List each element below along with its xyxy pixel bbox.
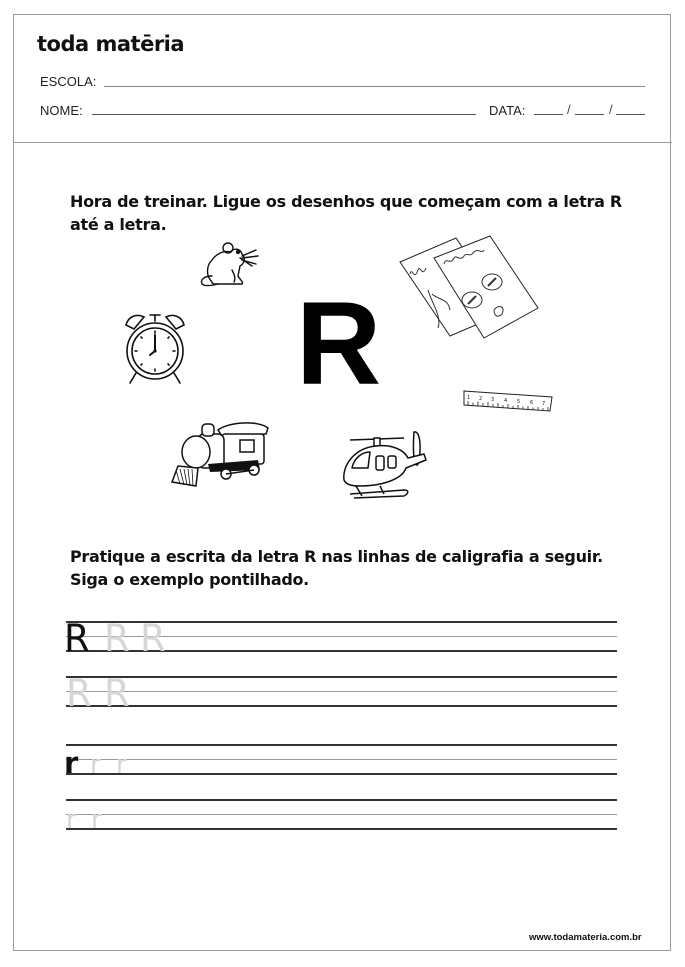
guide-line-mid	[66, 759, 617, 760]
guide-line-base	[66, 773, 617, 775]
ruler-number: 3	[491, 397, 495, 403]
solid-letter: r	[64, 746, 79, 780]
ghost-letter: r	[90, 750, 101, 780]
train-icon[interactable]	[168, 420, 272, 490]
helicopter-icon[interactable]	[340, 428, 432, 502]
ruler-number: 7	[542, 401, 546, 407]
date-separator: /	[567, 102, 571, 117]
date-separator: /	[609, 102, 613, 117]
date-label: DATA:	[489, 103, 526, 118]
name-label: NOME:	[40, 103, 83, 118]
exercise2-instruction	[70, 545, 603, 591]
date-month-line[interactable]	[575, 114, 604, 115]
guide-line-mid	[66, 691, 617, 692]
ruler-number: 4	[504, 398, 508, 404]
guide-line-mid	[66, 814, 617, 815]
ghost-letter: r	[116, 750, 127, 780]
ruler-number: 6	[530, 400, 534, 406]
ghost-letter: r	[66, 805, 77, 835]
ruler-number: 1	[467, 395, 471, 401]
solid-letter: R	[64, 617, 90, 660]
alarm-clock-icon[interactable]	[122, 311, 188, 385]
guide-line-top	[66, 744, 617, 746]
school-label: ESCOLA:	[40, 74, 97, 89]
ghost-letter: R	[104, 672, 130, 715]
guide-line-base	[66, 828, 617, 830]
ghost-letter: R	[140, 617, 166, 660]
target-letter: R	[296, 278, 382, 410]
guide-line-top	[66, 799, 617, 801]
ruler-number: 2	[479, 396, 483, 402]
guide-line-base	[66, 705, 617, 707]
name-input-line[interactable]	[92, 114, 476, 115]
guide-line-top	[66, 676, 617, 678]
ghost-letter: r	[91, 805, 102, 835]
ruler-icon[interactable]	[462, 385, 554, 415]
date-year-line[interactable]	[616, 114, 645, 115]
exercise1-instruction	[70, 190, 622, 236]
instruction-line: Siga o exemplo pontilhado.	[70, 570, 309, 589]
header-divider	[13, 142, 672, 143]
ruler-number: 5	[517, 399, 521, 405]
magazines-icon[interactable]	[398, 234, 543, 344]
date-day-line[interactable]	[534, 114, 563, 115]
instruction-line: Hora de treinar. Ligue os desenhos que começam com a letra R	[70, 192, 622, 211]
instruction-line: Pratique a escrita da letra R nas linhas de caligrafia a seguir.	[70, 547, 603, 566]
school-input-line[interactable]	[104, 86, 645, 87]
ghost-letter: R	[66, 672, 92, 715]
ghost-letter: R	[104, 617, 130, 660]
instruction-line: até a letra.	[70, 215, 167, 234]
brand-logo: toda matēria	[37, 32, 185, 56]
footer-url[interactable]: www.todamateria.com.br	[529, 932, 642, 943]
mouse-icon[interactable]	[198, 236, 260, 290]
